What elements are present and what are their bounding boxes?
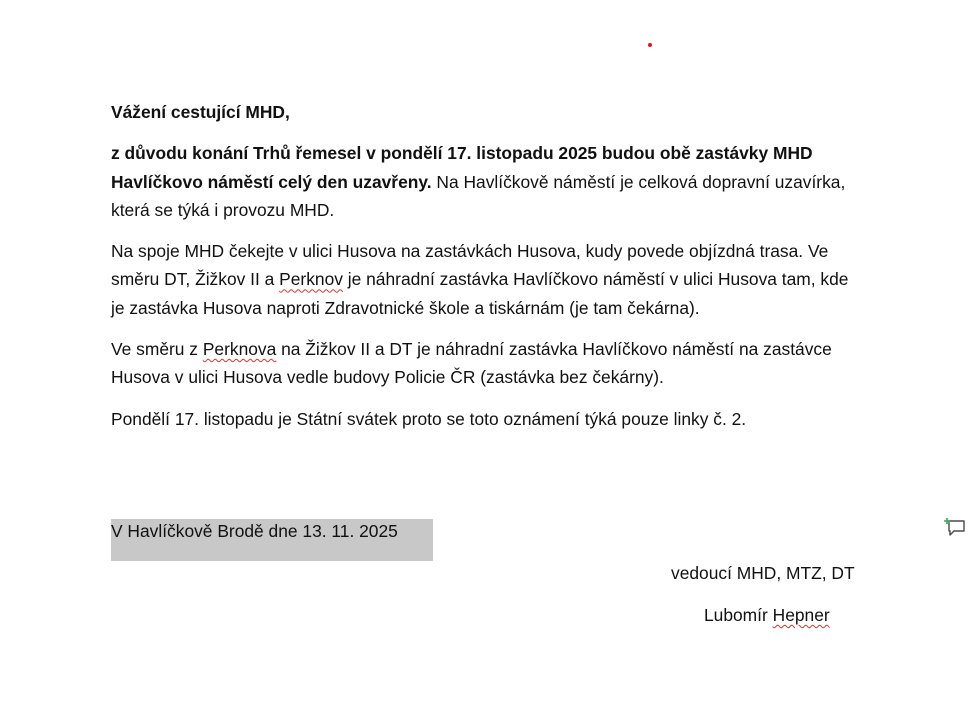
document-body[interactable] bbox=[111, 98, 851, 446]
red-marker-dot bbox=[648, 43, 652, 47]
detour-paragraph bbox=[111, 237, 851, 322]
direction-text-a: Ve směru z bbox=[111, 339, 203, 360]
detour-text-a: Na spoje MHD čekejte v ulici Husova na zastávkách Husova, kudy povede objízdná trasa. Ve směru DT, Žižkov II a bbox=[111, 241, 829, 290]
date-line[interactable]: V Havlíčkově Brodě dne 13. 11. 2025 bbox=[111, 521, 398, 541]
closure-normal-text: Na Havlíčkově náměstí je celková dopravní uzavírka, která se týká i provozu MHD. bbox=[111, 171, 846, 220]
direction-text-b: na Žižkov II a DT je náhradní zastávka Havlíčkovo náměstí na zastávce Husova v ulici Husova vedle budovy Policie ČR (zastávka bez čekárny). bbox=[111, 339, 832, 388]
direction-paragraph bbox=[111, 335, 851, 392]
spellcheck-word-hepner[interactable]: Hepner bbox=[772, 605, 830, 625]
detour-text-b: je náhradní zastávka Havlíčkovo náměstí v ulici Husova tam, kde je zastávka Husova naproti Zdravotnické škole a tiskárnám (je tam čekárna). bbox=[111, 269, 849, 318]
new-comment-icon[interactable] bbox=[944, 517, 966, 537]
closure-bold-text: z důvodu konání Trhů řemesel v pondělí 17. listopadu 2025 budou obě zastávky MHD Havlíčkovo náměstí celý den uzavřeny. bbox=[111, 143, 813, 192]
greeting-paragraph bbox=[111, 98, 851, 126]
signature-first-name: Lubomír bbox=[704, 605, 773, 625]
greeting-text: Vážení cestující MHD, bbox=[111, 102, 290, 122]
holiday-paragraph: Pondělí 17. listopadu je Státní svátek proto se toto oznámení týká pouze linky č. 2. bbox=[111, 408, 747, 429]
signature-name bbox=[704, 601, 830, 629]
signature-role: vedoucí MHD, MTZ, DT bbox=[671, 563, 855, 583]
closure-paragraph bbox=[111, 139, 851, 224]
spellcheck-word-perknov[interactable]: Perknov bbox=[279, 269, 343, 290]
spellcheck-word-perknova[interactable]: Perknova bbox=[202, 339, 277, 360]
